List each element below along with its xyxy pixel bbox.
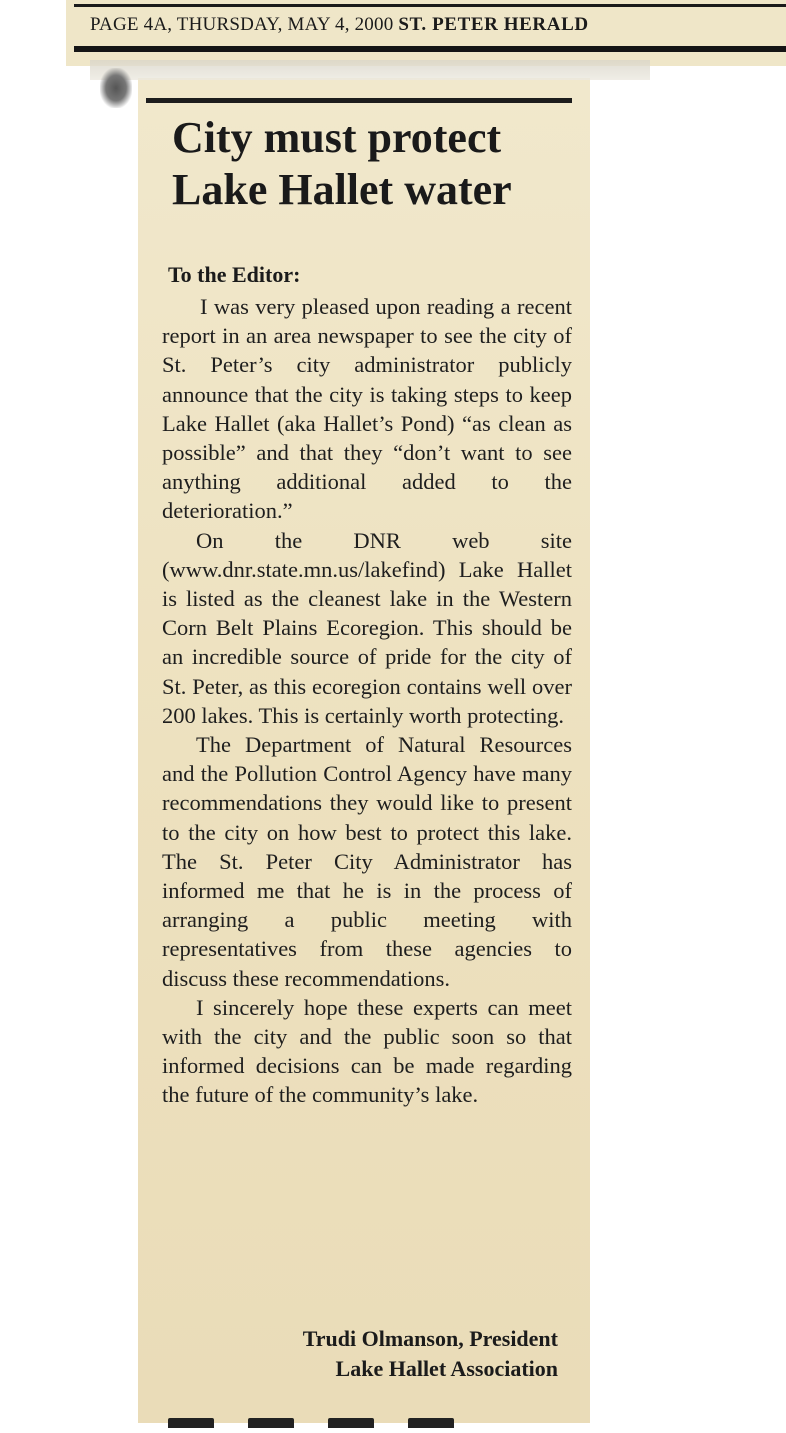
signature-organization: Lake Hallet Association bbox=[335, 1356, 558, 1381]
masthead-bottom-rule bbox=[74, 46, 786, 52]
article-headline: City must protect Lake Hallet water bbox=[172, 113, 512, 214]
tape-strip bbox=[90, 60, 650, 80]
paragraph-2: On the DNR web site (www.dnr.state.mn.us/lakefind) Lake Hallet is listed as the cleanest lake in the Western Corn Belt Plains Ecoregion. This should be an incredible source of pride for the city of St. Peter, as this ecoregion contains well over 200 lakes. This is certainly worth protecting. bbox=[162, 527, 572, 728]
signature-block bbox=[303, 1324, 558, 1384]
cut-off-next-headline bbox=[168, 1418, 528, 1433]
paragraph-3: The Department of Natural Resources and the Pollution Control Agency have many recommendations they would like to present to the city on how best to protect this lake. The St. Peter City Administrator has informed me that he is in the process of arranging a public meeting with representatives from these agencies to discuss these recommendations. bbox=[162, 732, 572, 991]
masthead-page-info: PAGE 4A, THURSDAY, MAY 4, 2000 bbox=[90, 14, 394, 35]
masthead-paper-name: ST. PETER HERALD bbox=[398, 14, 589, 35]
masthead-top-rule bbox=[74, 4, 786, 7]
paragraph-4: I sincerely hope these experts can meet with the city and the public soon so that informed decisions can be made regarding the future of the community’s lake. bbox=[162, 994, 572, 1108]
article-body bbox=[162, 292, 572, 1110]
tape-smudge bbox=[100, 68, 132, 108]
paragraph-1: I was very pleased upon reading a recent report in an area newspaper to see the city of St. Peter’s city administrator publicly announce that the city is taking steps to keep Lake Hallet (aka Hallet’s Pond) “as clean as possible” and that they “don’t want to see anything additional added to the deterioration.” bbox=[162, 294, 572, 524]
salutation: To the Editor: bbox=[168, 262, 301, 287]
headline-rule bbox=[146, 98, 572, 103]
masthead bbox=[90, 14, 589, 36]
signature-name: Trudi Olmanson, President bbox=[302, 1326, 558, 1351]
